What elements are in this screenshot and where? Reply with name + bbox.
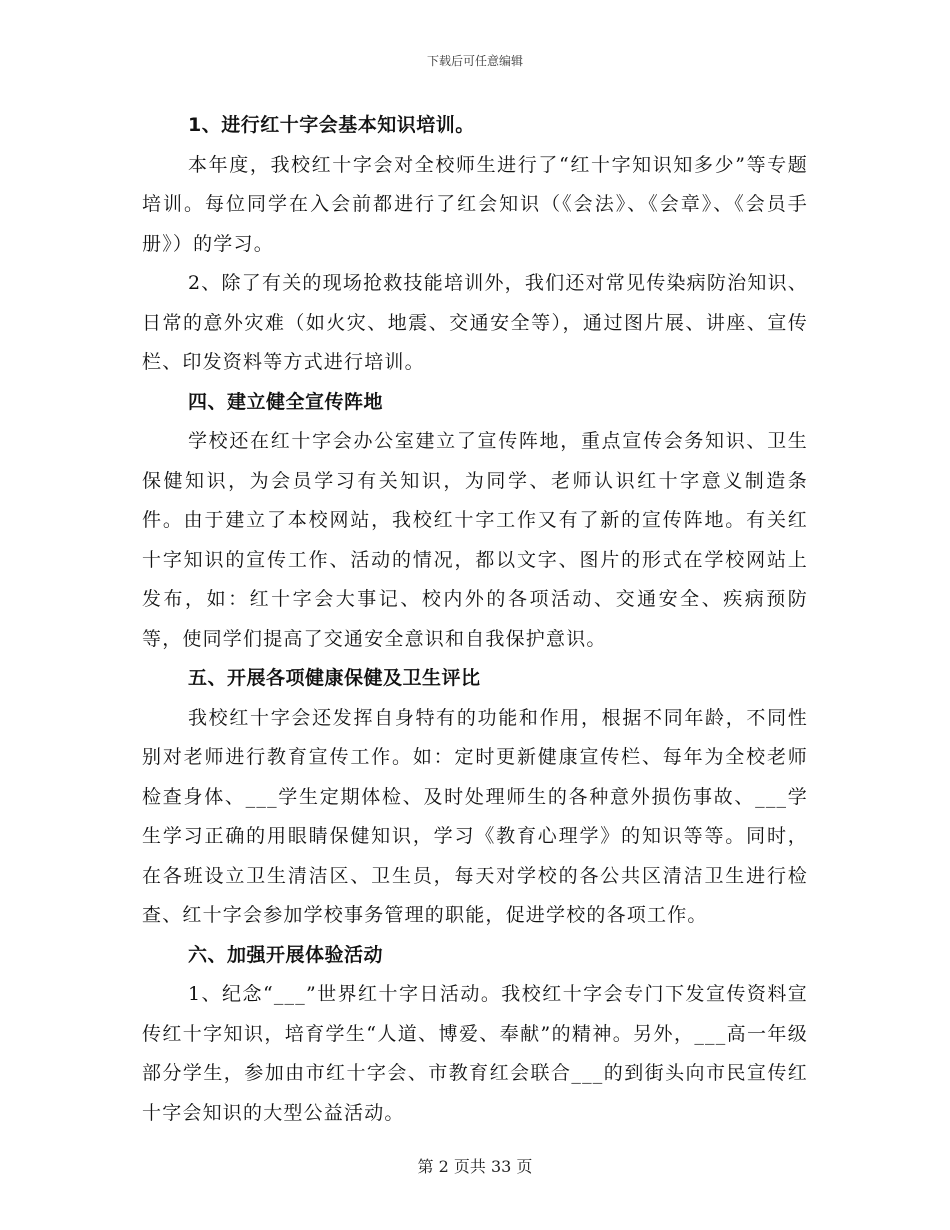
paragraph-training-intro: 本年度，我校红十字会对全校师生进行了“红十字知识知多少”等专题培训。每位同学在入会前都进行了红会知识（《会法》、《会章》、《会员手册》）的学习。	[142, 153, 808, 255]
heading-section-five: 五、开展各项健康保健及卫生评比	[188, 667, 481, 689]
paragraph-first-aid-training: 2、除了有关的现场抢救技能培训外，我们还对常见传染病防治知识、日常的意外灾难（如火灾、地震、交通安全等），通过图片展、讲座、宣传栏、印发资料等方式进行培训。	[142, 272, 808, 373]
document-body	[142, 106, 808, 1133]
heading-section-six: 六、加强开展体验活动	[188, 943, 384, 966]
heading-knowledge-training: 1、进行红十字会基本知识培训。	[188, 114, 475, 136]
paragraph-publicity: 学校还在红十字会办公室建立了宣传阵地，重点宣传会务知识、卫生保健知识，为会员学习有关知识，为同学、老师认识红十字意义制造条件。由于建立了本校网站，我校红十字工作又有了新的宣传阵地。有关红十字知识的宣传工作、活动的情况，都以文字、图片的形式在学校网站上发布，如：红十字会大事记、校内外的各项活动、交通安全、疾病预防等，使同学们提高了交通安全意识和自我保护意识。	[142, 430, 808, 650]
page-footer: 第 2 页共 33 页	[417, 1157, 533, 1176]
paragraph-red-cross-day: 1、纪念“___”世界红十字日活动。我校红十字会专门下发宣传资料宣传红十字知识，培育学生“人道、博爱、奉献”的精神。另外，___高一年级部分学生，参加由市红十字会、市教育红会联合___的到街头向市民宣传红十字会知识的大型公益活动。	[142, 983, 808, 1124]
paragraph-health-care: 我校红十字会还发挥自身特有的功能和作用，根据不同年龄，不同性别对老师进行教育宣传工作。如：定时更新健康宣传栏、每年为全校老师检查身体、___学生定期体检、及时处理师生的各种意外损伤事故、___学生学习正确的用眼睛保健知识，学习《教育心理学》的知识等等。同时，在各班设立卫生清洁区、卫生员，每天对学校的各公共区清洁卫生进行检查、红十字会参加学校事务管理的职能，促进学校的各项工作。	[142, 706, 808, 926]
heading-section-four: 四、建立健全宣传阵地	[188, 390, 384, 413]
page-header: 下载后可任意编辑	[426, 54, 523, 68]
